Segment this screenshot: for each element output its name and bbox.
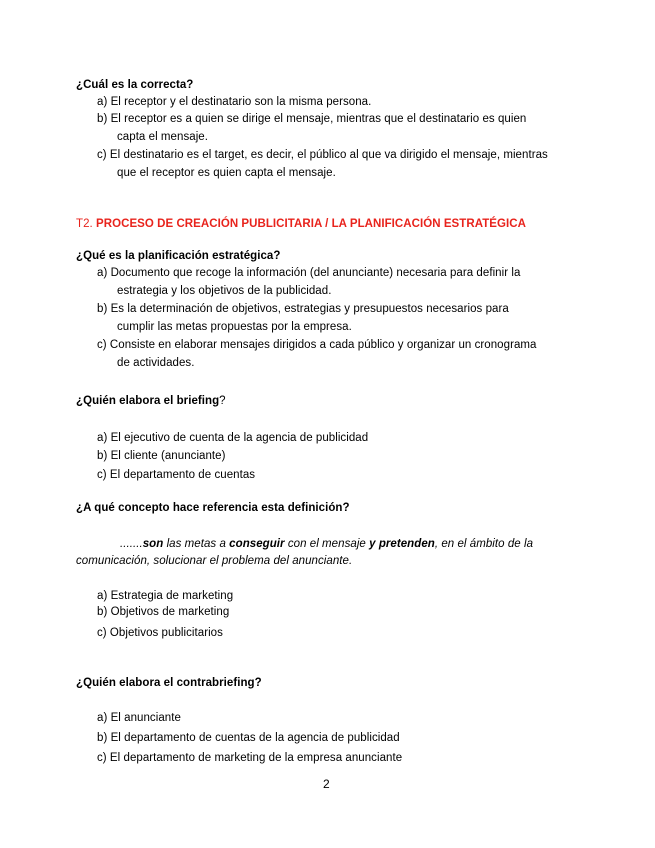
q2-option-b-line1: b) Es la determinación de objetivos, estrategias y presupuestos necesarios para bbox=[97, 303, 509, 315]
question-1: ¿Cuál es la correcta? bbox=[76, 79, 194, 91]
q5-option-c: c) El departamento de marketing de la empresa anunciante bbox=[97, 752, 403, 764]
q1-option-b-line2: capta el mensaje. bbox=[117, 131, 208, 143]
question-4: ¿A qué concepto hace referencia esta definición? bbox=[76, 502, 350, 514]
definition-text-3: , en el ámbito de la bbox=[434, 538, 534, 550]
definition-line-2: comunicación, solucionar el problema del anunciante. bbox=[76, 555, 353, 567]
q4-option-b: b) Objetivos de marketing bbox=[97, 606, 230, 618]
definition-conseguir: conseguir bbox=[229, 538, 285, 550]
q5-option-b: b) El departamento de cuentas de la agencia de publicidad bbox=[97, 732, 400, 744]
q1-option-a: a) El receptor y el destinatario son la misma persona. bbox=[97, 96, 372, 108]
q2-option-c-line2: de actividades. bbox=[117, 357, 195, 369]
question-3-mark: ? bbox=[219, 395, 226, 407]
q3-option-c: c) El departamento de cuentas bbox=[97, 469, 256, 481]
definition-dots: ....... bbox=[120, 538, 143, 550]
page-number: 2 bbox=[323, 777, 330, 791]
question-3 bbox=[76, 394, 226, 408]
definition-line-1 bbox=[120, 537, 533, 551]
definition-text-2: con el mensaje bbox=[284, 538, 370, 550]
q2-option-a-line1: a) Documento que recoge la información (del anunciante) necesaria para definir la bbox=[97, 267, 521, 279]
q3-option-a: a) El ejecutivo de cuenta de la agencia de publicidad bbox=[97, 432, 369, 444]
q5-option-a: a) El anunciante bbox=[97, 712, 181, 724]
q1-option-c-line2: que el receptor es quien capta el mensaje. bbox=[117, 167, 336, 179]
q1-option-c-line1: c) El destinatario es el target, es decir, el público al que va dirigido el mensaje, mientras bbox=[97, 149, 548, 161]
question-5: ¿Quién elabora el contrabriefing? bbox=[76, 677, 262, 689]
q2-option-b-line2: cumplir las metas propuestas por la empresa. bbox=[117, 321, 352, 333]
section-number: T2. bbox=[76, 218, 93, 230]
q2-option-a-line2: estrategia y los objetivos de la publicidad. bbox=[117, 285, 332, 297]
q4-option-c: c) Objetivos publicitarios bbox=[97, 627, 223, 639]
q2-option-c-line1: c) Consiste en elaborar mensajes dirigidos a cada público y organizar un cronograma bbox=[97, 339, 537, 351]
section-title-text: PROCESO DE CREACIÓN PUBLICITARIA / LA PLANIFICACIÓN ESTRATÉGICA bbox=[96, 218, 526, 230]
question-3-text: ¿Quién elabora el briefing bbox=[76, 395, 220, 407]
definition-y-pretenden: y pretenden bbox=[369, 538, 435, 550]
q1-option-b-line1: b) El receptor es a quien se dirige el mensaje, mientras que el destinatario es quien bbox=[97, 113, 527, 125]
q3-option-b: b) El cliente (anunciante) bbox=[97, 450, 226, 462]
section-title bbox=[76, 217, 526, 231]
question-2: ¿Qué es la planificación estratégica? bbox=[76, 250, 281, 262]
definition-son: son bbox=[142, 538, 164, 550]
definition-text-1: las metas a bbox=[163, 538, 230, 550]
q4-option-a: a) Estrategia de marketing bbox=[97, 590, 234, 602]
